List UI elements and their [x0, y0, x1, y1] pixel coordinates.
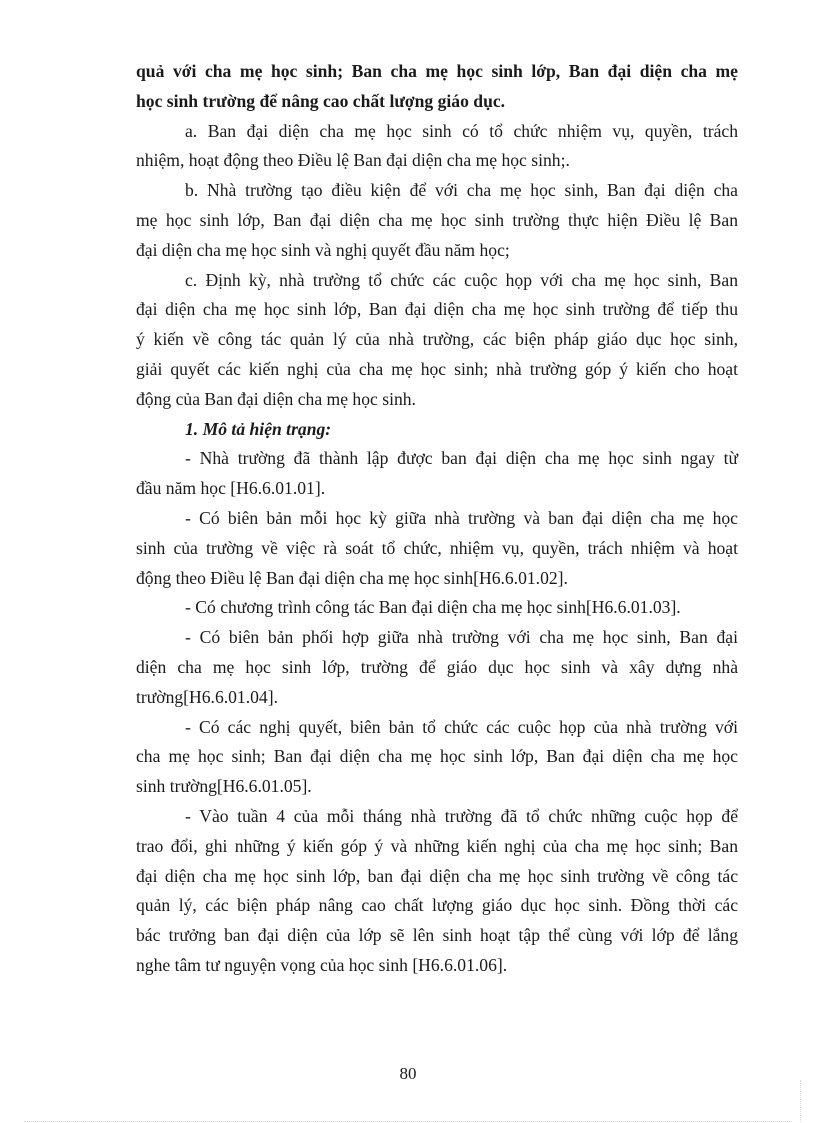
text-line: đại diện cha mẹ học sinh lớp, ban đại diện cha mẹ học sinh trường về công tác	[136, 865, 738, 886]
text-line: a. Ban đại diện cha mẹ học sinh có tổ chức nhiệm vụ, quyền, trách	[185, 120, 738, 141]
text-line: động theo Điều lệ Ban đại diện cha mẹ học sinh[H6.6.01.02].	[136, 567, 568, 588]
text-line: ý kiến về công tác quản lý của nhà trường, các biện pháp giáo dục học sinh,	[136, 329, 738, 350]
text-line: - Vào tuần 4 của mỗi tháng nhà trường đã tổ chức những cuộc họp để	[185, 805, 738, 826]
text-line: sinh trường[H6.6.01.05].	[136, 776, 312, 797]
text-line: - Có biên bản mỗi học kỳ giữa nhà trường và ban đại diện cha mẹ học	[185, 507, 738, 528]
section-heading: 1. Mô tả hiện trạng:	[185, 418, 332, 439]
text-line: trường[H6.6.01.04].	[136, 686, 278, 707]
text-line: đại diện cha mẹ học sinh lớp, Ban đại diện cha mẹ học sinh trường để tiếp thu	[136, 299, 738, 320]
page-number: 80	[399, 1064, 417, 1083]
text-line: - Có các nghị quyết, biên bản tổ chức các cuộc họp của nhà trường với	[185, 716, 738, 737]
text-line: - Có biên bản phối hợp giữa nhà trường với cha mẹ học sinh, Ban đại	[185, 627, 738, 648]
text-line: bác trưởng ban đại diện của lớp sẽ lên sinh hoạt tập thể cùng với lớp để lắng	[136, 925, 738, 946]
text-line: - Có chương trình công tác Ban đại diện cha mẹ học sinh[H6.6.01.03].	[185, 597, 681, 618]
text-line: sinh của trường về việc rà soát tổ chức, nhiệm vụ, quyền, trách nhiệm và hoạt	[136, 537, 738, 558]
document-body	[136, 57, 738, 981]
page-border-bottom	[24, 1121, 792, 1122]
text-line: đầu năm học [H6.6.01.01].	[136, 478, 326, 499]
text-line: b. Nhà trường tạo điều kiện để với cha mẹ học sinh, Ban đại diện cha	[185, 180, 738, 201]
text-line: cha mẹ học sinh; Ban đại diện cha mẹ học sinh lớp, Ban đại diện cha mẹ học	[136, 746, 738, 767]
text-line: mẹ học sinh lớp, Ban đại diện cha mẹ học sinh trường thực hiện Điều lệ Ban	[136, 209, 738, 230]
text-line: học sinh trường để nâng cao chất lượng giáo dục.	[136, 90, 506, 111]
text-line: quản lý, các biện pháp nâng cao chất lượng giáo dục học sinh. Đồng thời các	[136, 895, 738, 916]
text-line: nhiệm, hoạt động theo Điều lệ Ban đại diện cha mẹ học sinh;.	[136, 150, 570, 171]
text-line: - Nhà trường đã thành lập được ban đại diện cha mẹ học sinh ngay từ	[185, 448, 738, 469]
text-line: động của Ban đại diện cha mẹ học sinh.	[136, 388, 416, 409]
text-line: trao đổi, ghi những ý kiến góp ý và những kiến nghị của cha mẹ học sinh; Ban	[136, 835, 738, 856]
page-border-right	[800, 1080, 801, 1122]
text-line: diện cha mẹ học sinh lớp, trường để giáo dục học sinh và xây dựng nhà	[136, 656, 738, 677]
text-line: c. Định kỳ, nhà trường tổ chức các cuộc họp với cha mẹ học sinh, Ban	[185, 269, 738, 290]
text-line: giải quyết các kiến nghị của cha mẹ học sinh; nhà trường góp ý kiến cho hoạt	[136, 358, 738, 379]
text-line: quả với cha mẹ học sinh; Ban cha mẹ học sinh lớp, Ban đại diện cha mẹ	[136, 61, 738, 81]
text-line: nghe tâm tư nguyện vọng của học sinh [H6.6.01.06].	[136, 954, 508, 975]
text-line: đại diện cha mẹ học sinh và nghị quyết đầu năm học;	[136, 239, 510, 260]
